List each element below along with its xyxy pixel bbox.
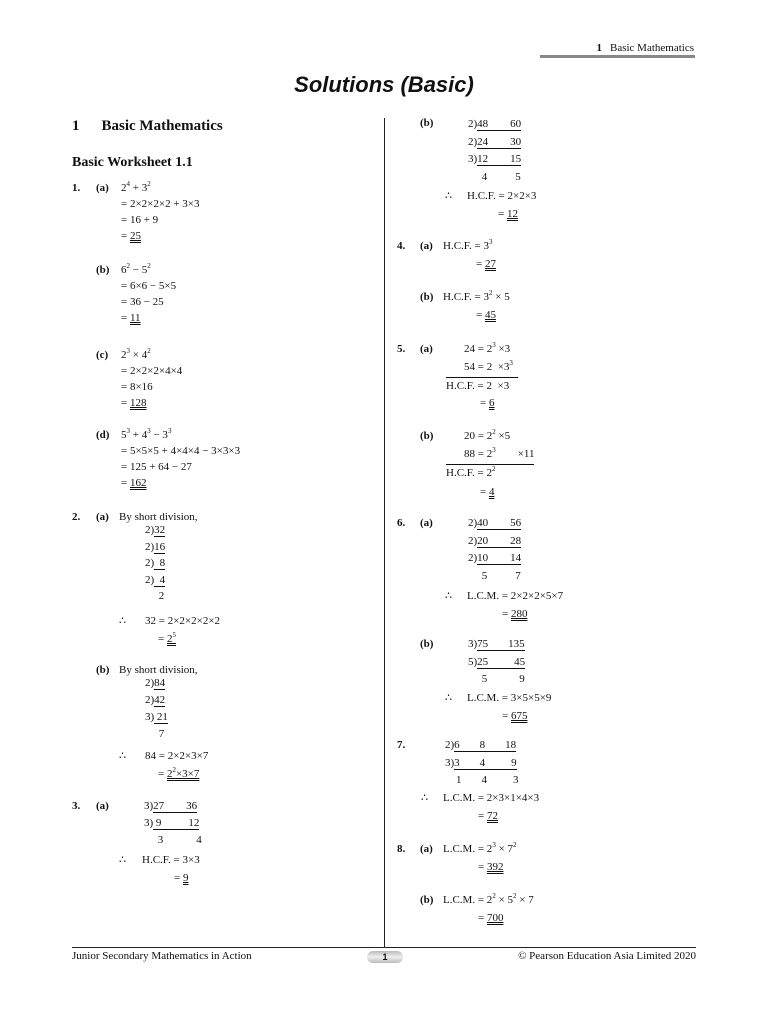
column-divider — [384, 118, 385, 948]
footer-copyright: © Pearson Education Asia Limited 2020 — [518, 950, 696, 962]
q2a-label: (a) — [96, 511, 109, 523]
q6-number: 6. — [397, 517, 406, 529]
header-rule — [540, 55, 695, 58]
q4b-label: (b) — [420, 291, 434, 303]
q5-number: 5. — [397, 343, 406, 355]
q1-number: 1. — [72, 182, 81, 194]
q1d-answer: = 162 — [121, 477, 147, 489]
q3a-answer: = 9 — [174, 872, 189, 884]
q2b-short-division: 2)84 2)42 3) 21 7 — [145, 677, 168, 740]
q1c-work: $2^3 \times 4^2$ = 2×2×2×4×4 = 8×16 = 128 — [121, 347, 183, 409]
q3a-label: (a) — [96, 800, 109, 812]
q1a-label: (a) — [96, 182, 109, 194]
q6b-answer: = 675 — [502, 710, 528, 722]
q6a-therefore: ∴ — [445, 590, 452, 602]
q4b-answer: = 45 — [476, 309, 496, 321]
q6b-label: (b) — [420, 638, 434, 650]
header-chapter-num: 1 — [596, 42, 602, 54]
q1a-answer: = 25 — [121, 230, 141, 242]
q7-therefore: ∴ — [421, 792, 428, 804]
q1b-answer: = 11 — [121, 312, 141, 324]
q5b-answer: = 4 — [480, 486, 495, 498]
q3b-label: (b) — [420, 117, 434, 129]
section-heading — [72, 118, 223, 135]
q3-number: 3. — [72, 800, 81, 812]
q8-number: 8. — [397, 843, 406, 855]
q2-number: 2. — [72, 511, 81, 523]
q2a-therefore: ∴ — [119, 615, 126, 627]
page-title: Solutions (Basic) — [294, 72, 474, 97]
q7-result: L.C.M. = 2×3×1×4×3 — [443, 792, 540, 804]
q6b-result: L.C.M. = 3×5×5×9 — [467, 692, 552, 704]
section-num: 1 — [72, 118, 80, 134]
q1a-line: = 16 + 9 — [121, 214, 159, 226]
q4a-label: (a) — [420, 240, 433, 252]
q5b-line2: $88 = 2^3 \times 11$ — [464, 446, 535, 460]
q5b-label: (b) — [420, 430, 434, 442]
section-title: Basic Mathematics — [101, 118, 223, 134]
q3b-answer: = 12 — [498, 208, 518, 220]
q7-answer: = 72 — [478, 810, 498, 822]
q3b-therefore: ∴ — [445, 190, 452, 202]
footer-rule — [72, 947, 696, 948]
q8a-answer: = 392 — [478, 861, 504, 873]
footer-book-title: Junior Secondary Mathematics in Action — [72, 950, 252, 962]
q1d-work: $5^3 + 4^3 - 3^3$ = 5×5×5 + 4×4×4 − 3×3×3 = 125 + 64 − 27 = 162 — [121, 427, 241, 489]
q5a-answer: = 6 — [480, 397, 495, 409]
q1b-label: (b) — [96, 264, 110, 276]
q5a-line1: $24 = 2^3 \times 3$ — [464, 341, 511, 355]
q6b-short-division: 3)75 135 5)25 45 5 9 — [468, 638, 526, 685]
q5b-hcf: H.C.F. = $2^2$ — [446, 464, 534, 481]
q1a-line: = 2×2×2×2 + 3×3 — [121, 198, 200, 210]
q3a-therefore: ∴ — [119, 854, 126, 866]
q4-number: 4. — [397, 240, 406, 252]
q2b-label: (b) — [96, 664, 110, 676]
q7-short-division: 2)6 8 18 3)3 4 9 1 4 3 — [445, 739, 519, 786]
q8a-label: (a) — [420, 843, 433, 855]
q3a-short-division: 3)27 36 3) 9 12 3 4 — [144, 800, 202, 846]
q6a-label: (a) — [420, 517, 433, 529]
q1c-label: (c) — [96, 349, 109, 361]
q4a-result: H.C.F. = $3^3$ — [443, 238, 493, 252]
q1b-work: $6^2 - 5^2$ = 6×6 − 5×5 = 36 − 25 = 11 — [121, 262, 177, 324]
q5a-label: (a) — [420, 343, 433, 355]
q8a-result: L.C.M. = $2^3 \times 7^2$ — [443, 841, 517, 855]
page-number: 1 — [367, 951, 403, 963]
running-header — [596, 40, 694, 56]
q2b-therefore: ∴ — [119, 750, 126, 762]
q3a-result: H.C.F. = 3×3 — [142, 854, 200, 866]
q5a-line2: $54 = 2 \times 3^3$ — [464, 359, 513, 373]
q2b-result: 84 = 2×2×3×7 — [145, 750, 209, 762]
q8b-answer: = 700 — [478, 912, 504, 924]
worksheet-heading: Basic Worksheet 1.1 — [72, 155, 193, 170]
q3b-short-division: 2)48 60 2)24 30 3)12 15 4 5 — [468, 118, 522, 183]
q2a-answer: = $2^5$ — [158, 631, 176, 645]
q2b-answer: = $2^2\times 3\times 7$ — [158, 766, 200, 780]
q6b-therefore: ∴ — [445, 692, 452, 704]
q2a-method: By short division, — [119, 511, 198, 523]
q1a-line: $2^4 + 3^2$ — [121, 180, 151, 194]
q7-number: 7. — [397, 739, 406, 751]
q8b-label: (b) — [420, 894, 434, 906]
q4a-answer: = 27 — [476, 258, 496, 270]
q1c-answer: = 128 — [121, 397, 147, 409]
q5a-hcf: H.C.F. = 2 ×3 — [446, 377, 518, 394]
q1d-label: (d) — [96, 429, 110, 441]
q5b-line1: $20 = 2^2 \times 5$ — [464, 428, 511, 442]
q6a-answer: = 280 — [502, 608, 528, 620]
header-chapter-title: Basic Mathematics — [609, 42, 694, 54]
q2b-method: By short division, — [119, 664, 198, 676]
q2a-short-division: 2)32 2)16 2) 8 2) 4 2 — [145, 524, 166, 602]
q6a-result: L.C.M. = 2×2×2×5×7 — [467, 590, 564, 602]
q4b-result: H.C.F. = $3^2 \times 5$ — [443, 289, 510, 303]
q3b-result: H.C.F. = 2×2×3 — [467, 190, 537, 202]
q8b-result: L.C.M. = $2^2 \times 5^2 \times 7$ — [443, 892, 534, 906]
q1a-work — [121, 180, 199, 244]
q6a-short-division: 2)40 56 2)20 28 2)10 14 5 7 — [468, 517, 522, 582]
q2a-result: 32 = 2×2×2×2×2 — [145, 615, 221, 627]
